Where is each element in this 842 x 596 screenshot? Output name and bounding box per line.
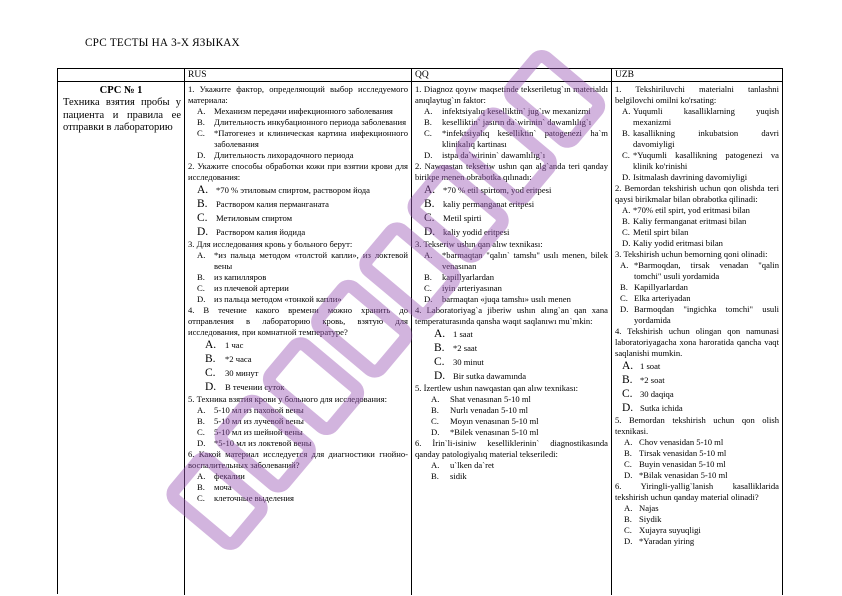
option-letter: C. <box>424 283 432 293</box>
question-uzb-5 <box>615 415 779 481</box>
option-text: *barmaqtan "qalın` tamshı" usılı menen, bilek venasınan <box>442 250 608 271</box>
option-letter: D. <box>622 172 631 182</box>
question-text: 1. Tekshiriluvchi materialni tanlashni belgilovchi omilni ko'rsating: <box>615 84 779 105</box>
answer-option <box>615 205 779 216</box>
answer-option <box>415 369 608 383</box>
option-letter: B. <box>197 117 205 127</box>
question-uzb-4 <box>615 326 779 415</box>
answer-option <box>415 341 608 355</box>
option-text: *2 soat <box>640 375 665 385</box>
option-letter: B. <box>434 342 445 354</box>
option-letter: B. <box>622 374 633 386</box>
answer-option <box>615 437 779 448</box>
question-text: 5. Техника взятия крови у больного для исследования: <box>188 394 387 404</box>
question-text: 1. Diagnoz qoyıw maqsetinde tekseriletug`ın materialdı anıqlaytug`ın faktor: <box>415 84 608 105</box>
header-rus: RUS <box>185 69 412 82</box>
option-text: 5-10 мл из паховой вены <box>214 405 304 415</box>
option-letter: C. <box>197 128 205 138</box>
answer-option <box>415 106 608 117</box>
option-text: istpa da`wirinin` dawamlılıg`ı <box>442 150 546 160</box>
question-text: 3. Tekshirish uchun bemorning qoni olinadi: <box>615 249 768 259</box>
answer-option <box>615 359 779 373</box>
option-text: keselliktin` jasırın da`wirinin` dawamlılıg`ı <box>442 117 592 127</box>
option-text: Kaliy fermanganat eritmasi bilan <box>633 216 747 226</box>
option-text: из плечевой артерии <box>214 283 289 293</box>
option-letter: A. <box>197 405 206 415</box>
answer-option <box>615 373 779 387</box>
question-rus-1 <box>188 84 408 161</box>
answer-option <box>415 294 608 305</box>
option-text: kapillyarlardan <box>442 272 495 282</box>
option-letter: A. <box>434 328 446 340</box>
option-letter: A. <box>197 184 209 196</box>
option-letter: A. <box>624 503 633 513</box>
option-letter: D. <box>205 381 217 393</box>
option-text: Bir sutka dawamında <box>453 371 527 381</box>
answer-option <box>415 416 608 427</box>
option-text: 30 daqiqa <box>640 389 674 399</box>
question-text: 6. İrin`li-isiniw keselliklerinin` diagnostikasında qanday patologiyalıq material tekseriledi: <box>415 438 608 459</box>
option-letter: B. <box>622 216 630 226</box>
option-letter: B. <box>620 282 628 292</box>
option-text: Длительность инкубационного периода заболевания <box>214 117 407 127</box>
question-text: 3. Для исследования кровь у больного берут: <box>188 239 353 249</box>
answer-option <box>188 225 408 239</box>
option-text: Раствором калия йодида <box>216 227 306 237</box>
option-text: 1 soat <box>640 361 661 371</box>
answer-option <box>415 427 608 438</box>
option-text: Метиловым спиртом <box>216 213 293 223</box>
option-text: barmaqtan «juqa tamshı» usılı menen <box>442 294 571 304</box>
answer-option <box>188 427 408 438</box>
option-text: Tirsak venasidan 5-10 ml <box>639 448 727 458</box>
question-qq-4 <box>415 305 608 383</box>
answer-option <box>415 183 608 197</box>
answer-option <box>188 150 408 161</box>
option-text: Yuqumli kasalliklarning yuqish mexanizmi <box>633 106 779 127</box>
option-text: Nurlı venadan 5-10 ml <box>450 405 529 415</box>
topic-cell <box>58 82 185 595</box>
answer-option <box>615 459 779 470</box>
question-rus-6 <box>188 449 408 504</box>
question-text: 2. Укажите способы обработки кожи при взятии крови для исследования: <box>188 161 408 182</box>
option-text: *из пальца методом «толстой капли», из локтевой вены <box>214 250 408 271</box>
answer-option <box>415 117 608 128</box>
option-letter: A. <box>424 106 433 116</box>
column-uzb <box>612 82 783 595</box>
answer-option <box>188 294 408 305</box>
answer-option <box>615 304 779 326</box>
answer-option <box>188 211 408 225</box>
question-text: 4. В течение какого времени можно хранить до отправления в лабораторию кровь, взятую для исследования, при комнатной температуре? <box>188 305 408 337</box>
option-letter: C. <box>624 459 632 469</box>
topic-title: Техника взятия пробы у пациента и правила ее отправки в лабораторию <box>63 97 181 133</box>
answer-option <box>188 482 408 493</box>
question-text: 5. Bemordan tekshirish uchun qon olish texnikasi. <box>615 415 779 436</box>
answer-option <box>415 327 608 341</box>
answer-option <box>188 117 408 128</box>
answer-option <box>415 272 608 283</box>
option-letter: D. <box>197 226 209 238</box>
answer-option <box>615 106 779 128</box>
option-letter: D. <box>434 370 446 382</box>
question-uzb-3 <box>615 249 779 326</box>
option-letter: B. <box>197 416 205 426</box>
question-rus-4 <box>188 305 408 394</box>
answer-option <box>188 352 408 366</box>
option-text: u`lken da`ret <box>450 460 495 470</box>
option-text: Metil spirti <box>443 213 482 223</box>
option-letter: A. <box>424 250 433 260</box>
answer-option <box>615 401 779 415</box>
answer-option <box>615 282 779 293</box>
option-letter: A. <box>431 394 440 404</box>
option-letter: C. <box>622 150 630 160</box>
option-text: Механизм передачи инфекционного заболевания <box>214 106 393 116</box>
option-text: 5-10 мл из шейной вены <box>214 427 303 437</box>
answer-option <box>615 216 779 227</box>
answer-option <box>188 197 408 211</box>
option-letter: C. <box>424 128 432 138</box>
option-text: 30 minut <box>453 357 484 367</box>
option-letter: D. <box>624 470 633 480</box>
option-letter: D. <box>197 438 206 448</box>
question-text: 4. Laboratoriyag`a jiberiw ushın alıng`an qan xana temperaturasında qansha waqıt saqlanıwı mu`mkin: <box>415 305 608 326</box>
option-text: 1 час <box>225 340 244 350</box>
answer-option <box>415 250 608 272</box>
option-letter: D. <box>424 150 433 160</box>
option-text: *Патогенез и клиническая картина инфекционного заболевания <box>214 128 408 149</box>
answer-option <box>415 211 608 225</box>
answer-option <box>188 380 408 394</box>
answer-option <box>615 293 779 304</box>
question-text: 6. Yiringli-yallig`lanish kasalliklarida tekshirish uchun qanday material olinadi? <box>615 481 779 502</box>
tests-table <box>57 68 783 594</box>
option-letter: D. <box>622 238 631 248</box>
answer-option <box>188 405 408 416</box>
answer-option <box>415 197 608 211</box>
option-letter: C. <box>197 283 205 293</box>
option-text: *Bilak venasidan 5-10 ml <box>639 470 728 480</box>
option-text: Elka arteriyadan <box>634 293 691 303</box>
option-text: Xujayra suyuqligi <box>639 525 701 535</box>
option-letter: A. <box>431 460 440 470</box>
option-text: из капилляров <box>214 272 267 282</box>
option-text: *5-10 мл из локтевой вены <box>214 438 312 448</box>
answer-option <box>615 525 779 536</box>
option-letter: A. <box>197 471 206 481</box>
question-qq-6 <box>415 438 608 482</box>
option-letter: D. <box>197 294 206 304</box>
answer-option <box>615 387 779 401</box>
option-letter: A. <box>620 260 629 270</box>
answer-option <box>415 394 608 405</box>
answer-option <box>615 238 779 249</box>
option-text: Najas <box>639 503 659 513</box>
option-text: *Bilek venasınan 5-10 ml <box>450 427 539 437</box>
option-letter: B. <box>622 128 630 138</box>
option-text: фекалии <box>214 471 245 481</box>
option-text: Длительность лихорадочного периода <box>214 150 354 160</box>
option-letter: C. <box>197 212 208 224</box>
answer-option <box>188 272 408 283</box>
answer-option <box>188 366 408 380</box>
option-letter: B. <box>624 514 632 524</box>
answer-option <box>188 183 408 197</box>
option-letter: C. <box>624 525 632 535</box>
option-text: Kapillyarlardan <box>634 282 688 292</box>
option-letter: D. <box>620 304 629 314</box>
answer-option <box>188 283 408 294</box>
option-text: *infektsiyalıq keselliktin` patogenezi ha`m klinikalıq kartinası <box>442 128 608 149</box>
answer-option <box>188 128 408 150</box>
question-qq-5 <box>415 383 608 438</box>
option-letter: B. <box>431 471 439 481</box>
option-text: 1 saat <box>453 329 473 339</box>
option-letter: C. <box>620 293 628 303</box>
option-text: *Barmoqdan, tirsak venadan "qalin tomchi" usuli yordamida <box>634 260 779 281</box>
header-cell-empty <box>58 69 185 82</box>
option-text: Buyin venasidan 5-10 ml <box>639 459 726 469</box>
answer-option <box>415 283 608 294</box>
option-text: kaliy permanganat eritpesi <box>443 199 535 209</box>
answer-option <box>615 128 779 150</box>
question-text: 4. Tekshirish uchun olingan qon namunasi laboratoriyagacha xona haroratida qancha vaqt saqlanishi mumkin. <box>615 326 779 358</box>
option-letter: C. <box>622 388 633 400</box>
answer-option <box>188 493 408 504</box>
option-letter: C. <box>434 356 445 368</box>
option-letter: C. <box>622 227 630 237</box>
question-text: 6. Какой материал исследуется для диагностики гнойно-воспалительных заболеваний? <box>188 449 408 470</box>
question-rus-3 <box>188 239 408 305</box>
option-letter: B. <box>424 198 435 210</box>
option-letter: A. <box>622 205 631 215</box>
option-letter: D. <box>431 427 440 437</box>
option-letter: C. <box>197 493 205 503</box>
option-text: Moyın venasınan 5-10 ml <box>450 416 539 426</box>
option-text: Metil spirt bilan <box>633 227 689 237</box>
answer-option <box>188 250 408 272</box>
option-text: Barmoqdan "ingichka tomchi" usuli yordamida <box>634 304 779 325</box>
option-letter: B. <box>197 482 205 492</box>
header-uzb: UZB <box>612 69 783 82</box>
question-text: 5. İzertlew ushın nawqastan qan alıw texnikası: <box>415 383 578 393</box>
question-text: 2. Bemordan tekshirish uchun qon olishda teri qaysi birikmalar bilan obrabotka qilinadi: <box>615 183 779 204</box>
option-text: kasallikning inkubatsion davri davomiyligi <box>633 128 779 149</box>
option-text: клеточные выделения <box>214 493 294 503</box>
question-uzb-2 <box>615 183 779 249</box>
topic-number: СРС № 1 <box>99 85 143 96</box>
question-uzb-1 <box>615 84 779 183</box>
answer-option <box>615 227 779 238</box>
answer-option <box>615 150 779 172</box>
option-letter: A. <box>424 184 436 196</box>
option-letter: A. <box>205 339 217 351</box>
answer-option <box>615 448 779 459</box>
option-letter: D. <box>622 402 634 414</box>
option-text: *2 часа <box>225 354 252 364</box>
option-letter: B. <box>424 117 432 127</box>
answer-option <box>188 416 408 427</box>
answer-option <box>415 355 608 369</box>
option-text: Siydik <box>639 514 662 524</box>
option-text: Раствором калия перманганата <box>216 199 329 209</box>
answer-option <box>415 405 608 416</box>
option-text: 30 минут <box>225 368 259 378</box>
option-text: infektsiyalıq keselliktin` jug`ıw mexanizmi <box>442 106 591 116</box>
answer-option <box>188 471 408 482</box>
question-rus-5 <box>188 394 408 449</box>
answer-option <box>615 260 779 282</box>
option-text: В течении суток <box>225 382 285 392</box>
option-letter: C. <box>197 427 205 437</box>
option-text: Shat venasınan 5-10 ml <box>450 394 531 404</box>
option-letter: A. <box>622 360 634 372</box>
option-text: моча <box>214 482 232 492</box>
option-letter: D. <box>624 536 633 546</box>
answer-option <box>415 225 608 239</box>
answer-option <box>415 150 608 161</box>
option-text: iyin arteriyasınan <box>442 283 502 293</box>
option-letter: A. <box>624 437 633 447</box>
option-text: *70% etil spirt, yod eritmasi bilan <box>633 205 750 215</box>
answer-option <box>615 503 779 514</box>
answer-option <box>188 438 408 449</box>
option-letter: B. <box>205 353 216 365</box>
question-text: 3. Tekseriw ushın qan alıw texnikası: <box>415 239 543 249</box>
option-letter: A. <box>197 106 206 116</box>
option-letter: B. <box>431 405 439 415</box>
option-text: *2 saat <box>453 343 478 353</box>
question-text: 1. Укажите фактор, определяющий выбор исследуемого материала: <box>188 84 408 105</box>
answer-option <box>188 338 408 352</box>
question-uzb-6 <box>615 481 779 547</box>
option-text: Chov venasidan 5-10 ml <box>639 437 724 447</box>
question-rus-2 <box>188 161 408 239</box>
option-letter: D. <box>424 226 436 238</box>
answer-option <box>415 460 608 471</box>
option-letter: B. <box>197 198 208 210</box>
question-qq-2 <box>415 161 608 239</box>
question-text: 2. Nawqastan tekseriw ushın qan alg`anda teri qanday birikpe menen obrabotka qılınadı: <box>415 161 608 182</box>
option-letter: C. <box>205 367 216 379</box>
option-text: Isitmalash davrining davomiyligi <box>633 172 748 182</box>
question-qq-3 <box>415 239 608 305</box>
option-letter: D. <box>197 150 206 160</box>
column-qq <box>412 82 612 595</box>
question-qq-1 <box>415 84 608 161</box>
answer-option <box>615 172 779 183</box>
option-letter: D. <box>424 294 433 304</box>
option-text: sidik <box>450 471 467 481</box>
option-text: *70 % этиловым спиртом, раствором йода <box>216 185 370 195</box>
option-letter: A. <box>622 106 631 116</box>
answer-option <box>415 128 608 150</box>
option-text: 5-10 мл из лучевой вены <box>214 416 304 426</box>
document-title: СРС ТЕСТЫ НА 3-Х ЯЗЫКАХ <box>85 37 240 49</box>
answer-option <box>415 471 608 482</box>
option-letter: B. <box>624 448 632 458</box>
option-text: из пальца методом «тонкой капли» <box>214 294 342 304</box>
option-letter: B. <box>197 272 205 282</box>
column-rus <box>185 82 412 595</box>
option-text: *Yaradan yiring <box>639 536 695 546</box>
option-letter: A. <box>197 250 206 260</box>
answer-option <box>188 106 408 117</box>
option-text: kaliy yodid eritpesi <box>443 227 510 237</box>
answer-option <box>615 470 779 481</box>
answer-option <box>615 536 779 547</box>
option-text: Sutka ichida <box>640 403 683 413</box>
option-letter: B. <box>424 272 432 282</box>
option-letter: C. <box>424 212 435 224</box>
option-text: Kaliy yodid eritmasi bilan <box>633 238 723 248</box>
answer-option <box>615 514 779 525</box>
option-text: *Yuqumli kasallikning patogenezi va klinik ko'rinishi <box>633 150 779 171</box>
header-qq: QQ <box>412 69 612 82</box>
option-letter: C. <box>431 416 439 426</box>
option-text: *70 % etil spirtom, yod eritpesi <box>443 185 552 195</box>
